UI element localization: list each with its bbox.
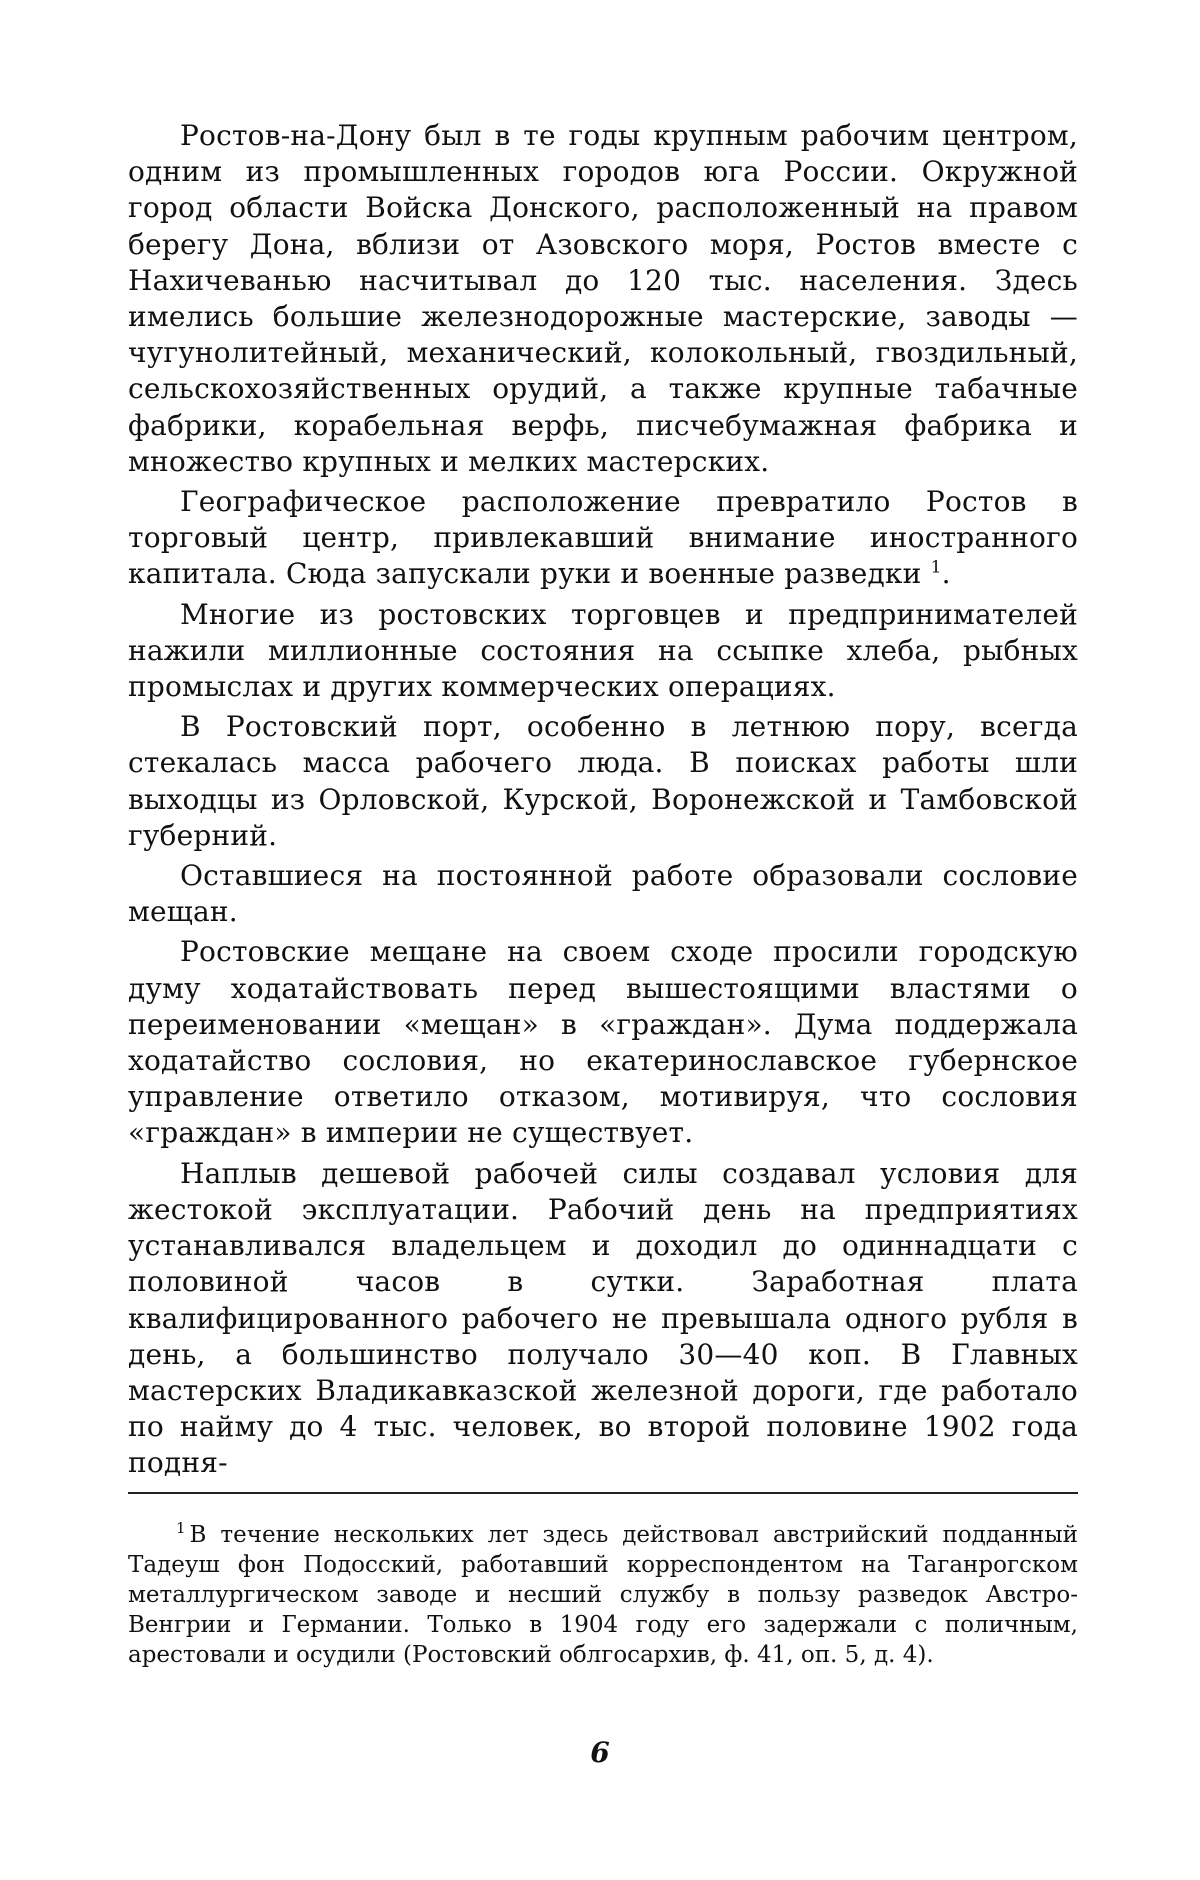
footnote-reference-tail: . [941,557,951,591]
paragraph-6: Ростовские мещане на своем сходе просили городскую думу ходатайствовать перед вышестоящими властями о переименовании «мещан» в «граждан». Дума поддержала ходатайство сословия, но екатеринославское губернское управление ответило отказом, мотивируя, что сословия «граждан» в империи не существует. [128,935,1078,1150]
footnote-reference[interactable]: 1 [930,558,942,579]
page-body [128,118,1078,1486]
main-text [128,118,1078,1482]
paragraph-7: Наплыв дешевой рабочей силы создавал условия для жестокой эксплуатации. Рабочий день на предприятиях устанавливался владельцем и доходил до одиннадцати с половиной часов в сутки. Заработная плата квалифицированного рабочего не превышала одного рубля в день, а большинство получало 30—40 коп. В Главных мастерских Владикавказской железной дороги, где работало по найму до 4 тыс. человек, во второй половине 1902 года подня- [128,1156,1078,1480]
paragraph-3: Многие из ростовских торговцев и предпринимателей нажили миллионные состояния на ссыпке хлеба, рыбных промыслах и других коммерческих операциях. [128,597,1078,704]
footnote-text: В течение нескольких лет здесь действовал австрийский подданный Тадеуш фон Подосский, работавший корреспондентом на Таганрогском металлургическом заводе и несший службу в пользу разведок Австро-Венгрии и Германии. Только в 1904 году его задержали с поличным, арестовали и осудили (Ростовский облгосархив, ф. 41, оп. 5, д. 4). [128,1522,1078,1668]
paragraph-2-text: Географическое расположение превратило Ростов в торговый центр, привлекавший внимание иностранного капитала. Сюда запускали руки и военные разведки [128,485,1078,591]
paragraph-5: Оставшиеся на постоянной работе образовали сословие мещан. [128,859,1078,929]
paragraph-4: В Ростовский порт, особенно в летнюю пору, всегда стекалась масса рабочего люда. В поисках работы шли выходцы из Орловской, Курской, Воронежской и Тамбовской губерний. [128,710,1078,852]
page-number: 6 [590,1736,610,1769]
paragraph-1: Ростов-на-Дону был в те годы крупным рабочим центром, одним из промышленных городов юга России. Окружной город области Войска Донского, расположенный на правом берегу Дона, вблизи от Азовского моря, Ростов вместе с Нахичеванью насчитывал до 120 тыс. населения. Здесь имелись большие железнодорожные мастерские, заводы — чугунолитейный, механический, колокольный, гвоздильный, сельскохозяйственных орудий, а также крупные табачные фабрики, корабельная верфь, писчебумажная фабрика и множество крупных и мелких мастерских. [128,119,1078,478]
footnote-divider [128,1492,1078,1494]
footnote [128,1520,1078,1670]
paragraph-2 [128,484,1078,593]
footnote-mark: 1 [176,1519,186,1538]
